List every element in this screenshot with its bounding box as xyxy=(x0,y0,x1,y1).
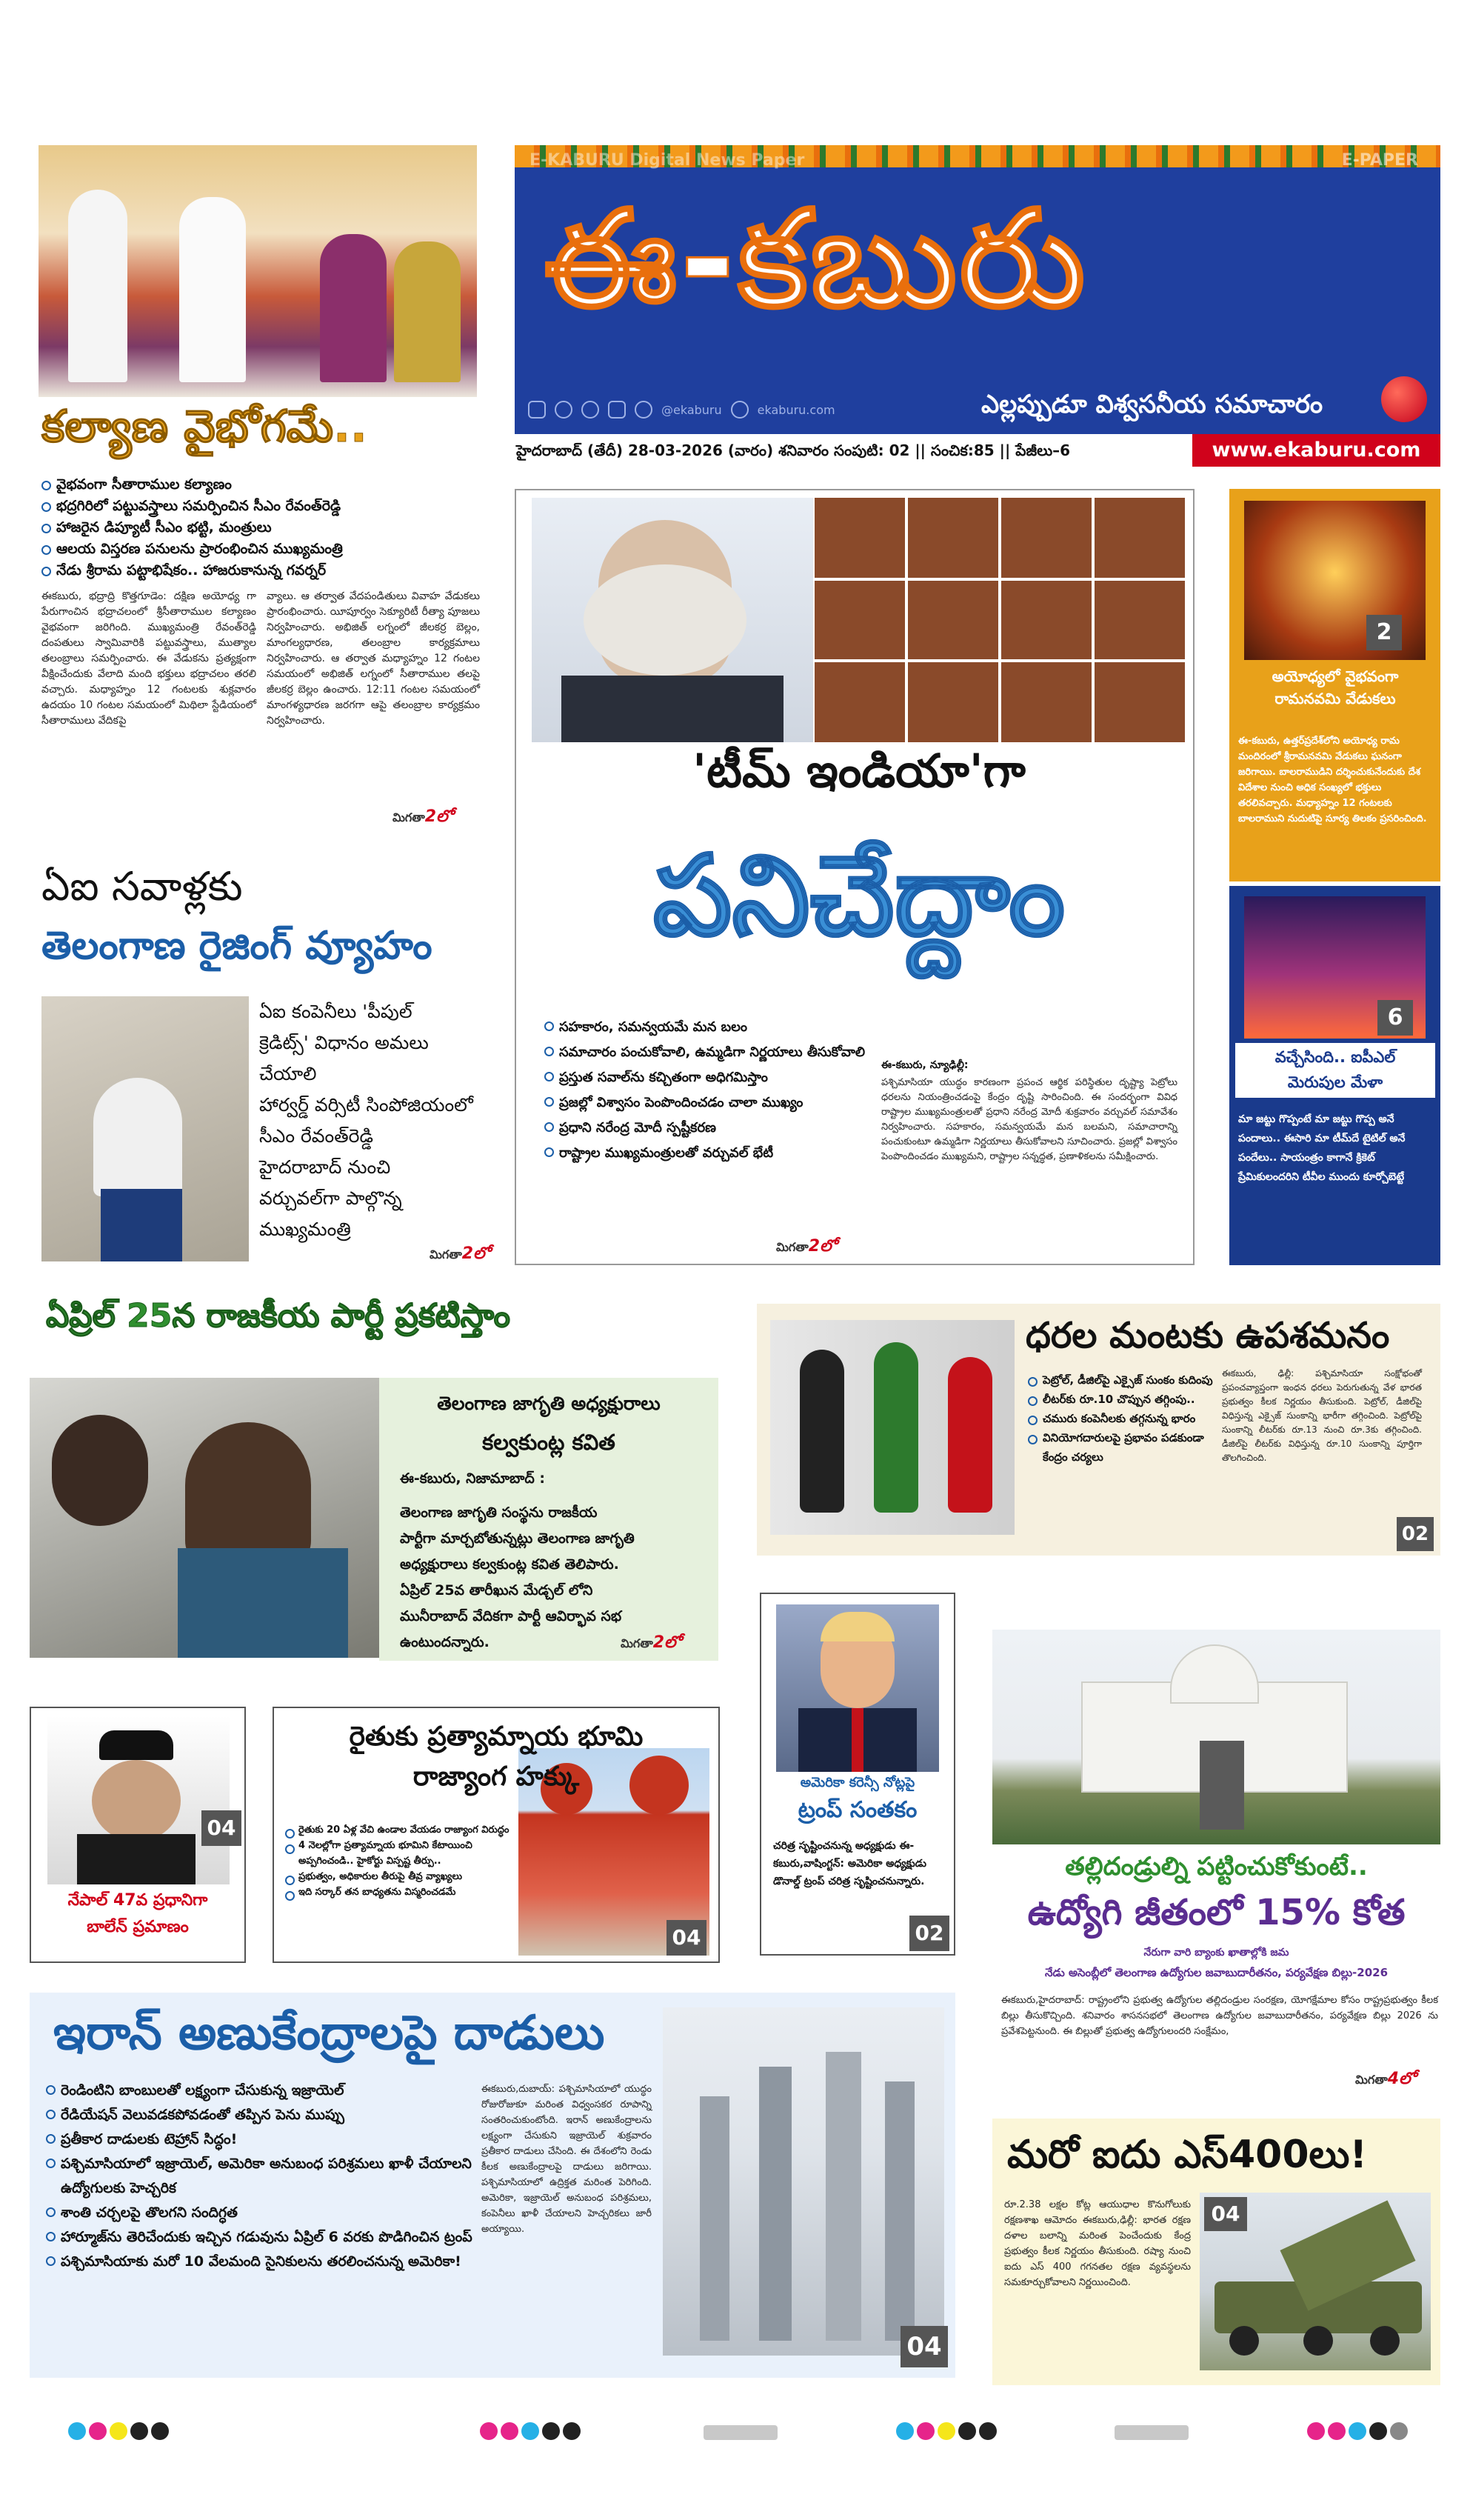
bullet: రైతుకు 20 ఏళ్ల వేచి ఉండాల వేయడం రాజ్యాంగ విరుద్ధం xyxy=(285,1822,515,1838)
iran-bullets xyxy=(46,2079,479,2274)
kalyanam-body-col1: ఈకబురు, భద్రాద్రి కొత్తగూడెం: దక్షిణ అయోధ్య గా పేరుగాంచిన భద్రాచలంలో శ్రీసీతారాముల కల్యాణం వైభవంగా జరిగింది. ముఖ్యమంత్రి రేవంత్‌రెడ్డి దంపతులు స్వామివారికి పట్టువస్త్రాలు, ముత్యాల తలంబ్రాలు సమర్పించారు. ఈ వేడుకను ప్రత్యక్షంగా వీక్షించేందుకు వేలాది మంది భక్తులు భద్రాచలం తరలి వచ్చారు. మధ్యాహ్నం 12 గంటలకు శుక్లవారం ఉదయం 10 గంటల సమయంలో మిథిలా స్టేడియంలో సీతారాములు వేదికపై xyxy=(41,590,256,727)
cont-page: 4లో xyxy=(1387,2070,1416,2088)
bullet: శాంతి చర్చలపై తొలగని సందిగ్ధత xyxy=(46,2201,479,2225)
nuclear-plant-photo xyxy=(663,2007,944,2356)
ipl-headline xyxy=(1235,1044,1435,1095)
kavitha-line: పార్టీగా మార్చబోతున్నట్లు తెలంగాణ జాగృతి xyxy=(400,1530,635,1547)
page-badge: 02 xyxy=(909,1916,949,1951)
ai-text xyxy=(259,996,511,1245)
bullet: నేడు శ్రీరామ పట్టాభిషేకం.. హాజరుకానున్న గవర్నర్ xyxy=(41,560,486,581)
kavitha-line: ఉంటుందన్నారు. xyxy=(400,1634,490,1650)
bullet: పశ్చిమాసియాలో ఇజ్రాయెల్, అమెరికా అనుబంధ పరిశ్రమలు ఖాళీ చేయాలని ఉద్యోగులకు హెచ్చరిక xyxy=(46,2152,479,2201)
registration-strip xyxy=(68,2422,172,2443)
modi-bullets xyxy=(544,1015,870,1166)
bullet: భద్రగిరిలో పట్టువస్త్రాలు సమర్పించిన సీఎం రేవంత్‌రెడ్డి xyxy=(41,496,486,517)
kavitha-photo xyxy=(30,1378,379,1658)
bullet: లీటర్‌కు రూ.10 చొప్పున తగ్గింపు.. xyxy=(1028,1390,1213,1409)
bullet: హాజరైన డిప్యూటీ సీఎం భట్టి, మంత్రులు xyxy=(41,517,486,539)
bullet: పెట్రోల్, డీజిల్‌పై ఎక్సైజ్ సుంకం కుదింపు xyxy=(1028,1370,1213,1390)
ai-line: ముఖ్యమంత్రి xyxy=(259,1219,351,1240)
ayodhya-body: ఈ-కబురు, ఉత్తర్‌ప్రదేశ్‌లోని అయోధ్య రామ మందిరంలో శ్రీరామనవమి వేడుకలు ఘనంగా జరిగాయి. బాలరాముడిని దర్శించుకునేందుకు దేశ విదేశాల నుంచి అధిక సంఖ్యలో భక్తులు తరలివచ్చారు. మధ్యాహ్నం 12 గంటలకు బాలరాముని నుదుటిపై సూర్య తిలకం ప్రసరించింది. xyxy=(1238,736,1427,824)
bullet: ఆలయ విస్తరణ పనులను ప్రారంభించిన ముఖ్యమంత్రి xyxy=(41,539,486,560)
ai-line: సీఎం రేవంత్‌రెడ్డి xyxy=(259,1125,373,1147)
kalyanam-body-col2: వ్యాలు. ఆ తర్వాత వేదపండితులు వివాహ వేడుకలు ప్రారంభించారు. యీపూర్వం సెక్యూరిటీ రీత్యా పూజలు నిర్వహించారు. అభిజిత్ లగ్నంలో జీలకర్ర బెల్లం, మాంగల్యధారణ, తలంబ్రాల కార్యక్రమాలు నిర్వహించారు. ఆ తర్వాత మధ్యాహ్నం 12 గంటల సమయంలో అభిజిత్ లగ్నంలో సీతారాముల తలపై జీలకర్ర బెల్లం ఉంచారు. 12:11 గంటల సమయంలో మాంగళ్యధారణ జరగగా ఆపై తలంబ్రాల కార్యక్రమం నిర్వహించారు. xyxy=(267,590,480,727)
cont-page: 2లో xyxy=(652,1633,681,1652)
trump-photo xyxy=(776,1604,939,1772)
dateline: హైదరాబాద్ (తేదీ) 28-03-2026 (వారం) శనివారం సంపుటి: 02 || సంచిక:85 || పేజీలు–6 xyxy=(516,441,1071,459)
cont-page: 2లో xyxy=(461,1244,490,1263)
revanth-photo xyxy=(41,996,249,1261)
bullet: 4 నెలల్లోగా ప్రత్యామ్నాయ భూమిని కేటాయించి అప్పగించండి.. హైకోర్టు విస్పష్ట తీర్పు.. xyxy=(285,1838,515,1869)
bullet: ప్రతీకార దాడులకు టెహ్రాన్ సిద్ధం! xyxy=(46,2127,479,2152)
farmer-bullets xyxy=(285,1822,515,1900)
masthead-watermark: E-KABURU Digital News Paper xyxy=(529,151,805,170)
ayodhya-headline-line: అయోధ్యలో వైభవంగా xyxy=(1272,667,1399,685)
modi-kicker: 'టీమ్ ఇండియా'గా xyxy=(692,744,1026,798)
bullet: సహకారం, సమన్వయమే మన బలం xyxy=(544,1015,870,1040)
bullet: ఇది సర్కార్ తన బాధ్యతను విస్మరించడమే xyxy=(285,1884,515,1900)
bullet: హార్మూజ్‌ను తెరిచేందుకు ఇచ్చిన గడువును ఏప్రిల్ 6 వరకు పొడిగించిన ట్రంప్ xyxy=(46,2225,479,2250)
kavitha-sub1: తెలంగాణ జాగృతి అధ్యక్షురాలు xyxy=(437,1393,661,1414)
website-bar[interactable]: www.ekaburu.com xyxy=(1192,434,1440,467)
kavitha-line: మునీరాబాద్ వేదికగా పార్టీ ఆవిర్భావ సభ xyxy=(400,1608,622,1624)
registration-strip xyxy=(1307,2422,1411,2443)
facebook-icon[interactable] xyxy=(581,401,599,419)
assembly-photo xyxy=(992,1630,1440,1844)
kalyanam-photo xyxy=(39,145,477,397)
salary-body: ఈకబురు,హైదరాబాద్: రాష్ట్రంలోని ప్రభుత్వ ఉద్యోగుల తల్లిదండ్రుల సంరక్షణ, యోగక్షేమాల కోసం రాష్ట్రప్రభుత్వం కీలక బిల్లు తీసుకొచ్చింది. శనివారం శాసనసభలో తెలంగాణ ఉద్యోగుల జవాబుదారీతనం, పర్యవేక్షణ బిల్లు 2026 ను ప్రవేశపెట్టనుంది. ఈ బిల్లుతో ప్రభుత్వ ఉద్యోగులందరి సంక్షేమం, xyxy=(1001,1995,1438,2037)
nepal-caption-line: బాలేన్ ప్రమాణం xyxy=(87,1918,189,1936)
page-badge: 2 xyxy=(1366,615,1402,650)
ai-line: వర్చువల్‌గా పాల్గొన్న xyxy=(259,1187,402,1209)
salary-sub1: నేరుగా వారి బ్యాంకు ఖాతాల్లోకి జమ xyxy=(1143,1947,1289,1959)
modi-dateline: ఈ-కబురు, న్యూఢిల్లీ: xyxy=(881,1059,969,1071)
kavitha-line: తెలంగాణ జాగృతి సంస్థను రాజకీయ xyxy=(400,1504,598,1521)
cont-label: మిగతా xyxy=(776,1240,809,1254)
ai-kicker: ఏఐ సవాళ్లకు xyxy=(41,863,243,910)
ai-line: హైదరాబాద్ నుంచి xyxy=(259,1156,391,1178)
globe-icon xyxy=(1381,376,1427,422)
cont-label: మిగతా xyxy=(1355,2073,1388,2087)
kalyanam-bullets xyxy=(41,474,486,581)
bullet: ప్రధాని నరేంద్ర మోదీ స్పష్టీకరణ xyxy=(544,1116,870,1141)
farmer-headline-line: రైతుకు ప్రత్యామ్నాయ భూమి xyxy=(349,1721,644,1752)
bullet: ప్రభుత్వం, అధికారుల తీరుపై తీవ్ర వ్యాఖ్యలు xyxy=(285,1869,515,1884)
cont-label: మిగతా xyxy=(621,1636,653,1650)
kalyanam-continued xyxy=(392,807,453,830)
ai-continued xyxy=(430,1244,490,1267)
web-icon xyxy=(731,401,749,419)
ipl-headline-line: వచ్చేసింది.. ఐపీఎల్ xyxy=(1274,1048,1396,1066)
kavitha-headline: ఏప్రిల్ 25న రాజకీయ పార్టీ ప్రకటిస్తాం xyxy=(46,1297,510,1335)
nepal-caption-line: నేపాల్ 47వ ప్రధానిగా xyxy=(67,1891,208,1910)
bullet: రేడియేషన్ వెలువడకపోవడంతో తప్పిన పెను ముప్పు xyxy=(46,2103,479,2127)
trump-headline: ట్రంప్ సంతకం xyxy=(798,1797,918,1823)
whatsapp-icon[interactable] xyxy=(635,401,652,419)
kavitha-line: ఏప్రిల్ 25వ తారీఖున మేడ్చల్ లోని xyxy=(400,1582,593,1599)
page-badge: 04 xyxy=(1204,2197,1247,2231)
iran-body: ఈకబురు,దుబాయ్: పశ్చిమాసియాలో యుద్ధం రోజురోజుకూ మరింత విధ్వంసకర రూపాన్ని సంతరించుకుంటోంది. ఇరాన్ అణుకేంద్రాలను లక్ష్యంగా చేసుకుని ఇజ్రాయెల్ శుక్రవారం ప్రతీకార దాడులు చేసింది. ఈ దేశంలోని రెండు కీలక అణుకేంద్రాలపై దాడులు జరిగాయి. పశ్చిమాసియాలో ఉద్రిక్తత మరింత పెరిగింది. అమెరికా, ఇజ్రాయెల్ అనుబంధ పరిశ్రమలు, కంపెనీలు ఖాళీ చేయాలని హెచ్చరికలు జారీ అయ్యాయి. xyxy=(481,2084,652,2235)
fuel-nozzle-photo xyxy=(770,1320,1015,1535)
ayodhya-headline xyxy=(1235,665,1435,710)
masthead xyxy=(515,145,1440,434)
page-badge: 6 xyxy=(1377,1000,1413,1036)
bullet: పశ్చిమాసియాకు మరో 10 వేలమంది సైనికులను తరలించనున్న అమెరికా! xyxy=(46,2250,479,2274)
page-badge: 02 xyxy=(1397,1517,1434,1551)
kalyanam-headline: కల్యాణ వైభోగమే.. xyxy=(41,401,367,453)
registration-bar xyxy=(704,2425,778,2440)
modi-headline: పనిచేద్దాం xyxy=(652,832,1066,961)
kavitha-line: అధ్యక్షురాలు కల్వకుంట్ల కవిత తెలిపారు. xyxy=(400,1556,619,1573)
trump-body: చరిత్ర సృష్టించనున్న అధ్యక్షుడు ఈ-కబురు,వాషింగ్టన్: అమెరికా అధ్యక్షుడు డొనాల్డ్ ట్రంప్ చరిత్ర సృష్టించనున్నారు. xyxy=(773,1840,926,1887)
bullet: రెండింటిని బాంబులతో లక్ష్యంగా చేసుకున్న ఇజ్రాయెల్ xyxy=(46,2079,479,2103)
ayodhya-headline-line: రామనవమి వేడుకలు xyxy=(1274,690,1396,707)
fuel-bullets xyxy=(1028,1370,1213,1467)
farmer-headline xyxy=(275,1717,717,1797)
tagline: ఎల్లప్పుడూ విశ్వసనీయ సమాచారం xyxy=(981,390,1323,419)
youtube-icon[interactable] xyxy=(608,401,626,419)
fuel-body: ఈకబురు, ఢిల్లీ: పశ్చిమాసియా సంక్షోభంతో ప్రపంచవ్యాప్తంగా ఇంధన ధరలు పెరుగుతున్న వేళ భారత ప్రభుత్వం కీలక నిర్ణయం తీసుకుంది. పెట్రోల్, డీజిల్‌పై విధిస్తున్న ఎక్సైజ్ సుంకాన్ని భారీగా తగ్గించింది. పెట్రోల్‌పై సుంకాన్ని లీటర్‌కు రూ.13 నుంచి రూ.3కు తగ్గించింది. డీజిల్‌పై లీటర్‌కు విధిస్తున్న రూ.10 సుంకాన్ని పూర్తిగా తొలగించింది. xyxy=(1222,1368,1422,1463)
ai-line: క్రెడిట్స్' విధానం అమలు xyxy=(259,1032,429,1053)
cont-label: మిగతా xyxy=(430,1247,462,1261)
bullet: ప్రజల్లో విశ్వాసం పెంపొందించడం చాలా ముఖ్యం xyxy=(544,1090,870,1116)
bullet: వైభవంగా సీతారాముల కల్యాణం xyxy=(41,474,486,496)
fuel-headline: ధరల మంటకు ఉపశమనం xyxy=(1026,1315,1390,1356)
page-badge: 04 xyxy=(901,2326,948,2367)
site: ekaburu.com xyxy=(757,402,835,417)
farmer-headline-line: రాజ్యాంగ హక్కు xyxy=(412,1761,580,1792)
bullet: చమురు కంపెనీలకు తగ్గనున్న భారం xyxy=(1028,1409,1213,1428)
cont-page: 2లో xyxy=(808,1237,837,1256)
logo: ఈ-కబురు xyxy=(544,182,1088,337)
modi-photo xyxy=(532,498,813,742)
s400-body: రూ.2.38 లక్షల కోట్ల ఆయుధాల కొనుగోలుకు రక్షణశాఖ ఆమోదం ఈకబురు,ఢిల్లీ: భారత రక్షణ దళాల బలాన్ని మరింత పెంచేందుకు కేంద్ర ప్రభుత్వం కీలక నిర్ణయం తీసుకుంది. రష్యా నుంచి ఐదు ఎస్ 400 గగనతల రక్షణ వ్యవస్థలను సమకూర్చుకోవాలని నిర్ణయించింది. xyxy=(1004,2199,1191,2288)
page-badge: 04 xyxy=(666,1920,706,1956)
registration-strip xyxy=(480,2422,584,2443)
social-icons xyxy=(528,401,835,419)
iran-headline: ఇరాన్ అణుకేంద్రాలపై దాడులు xyxy=(53,2006,605,2061)
salary-kicker: తల్లిదండ్రుల్ని పట్టించుకోకుంటే.. xyxy=(1065,1852,1368,1881)
kavitha-sub2: కల్వకుంట్ల కవిత xyxy=(482,1430,615,1455)
kavitha-dateline: ఈ-కబురు, నిజామాబాద్ : xyxy=(400,1470,546,1487)
bullet: ప్రస్తుత సవాల్‌ను కచ్చితంగా అధిగమిస్తాం xyxy=(544,1065,870,1090)
ai-line: చేయాలి xyxy=(259,1063,317,1084)
kavitha-body xyxy=(400,1500,711,1656)
ai-line: హార్వర్డ్ వర్సిటీ సింపోజియంలో xyxy=(259,1094,473,1116)
bullet: సమాచారం పంచుకోవాలి, ఉమ్మడిగా నిర్ణయాలు తీసుకోవాలి xyxy=(544,1040,870,1065)
handle: @ekaburu xyxy=(661,402,722,417)
ai-line: ఏఐ కంపెనీలు 'పీపుల్ xyxy=(259,1001,412,1022)
page-badge: 04 xyxy=(201,1810,241,1846)
epaper-tag: E-PAPER xyxy=(1341,151,1418,170)
salary-headline: ఉద్యోగి జీతంలో 15% కోత xyxy=(1027,1892,1406,1933)
cm-video-grid xyxy=(815,498,1185,742)
bullet: వినియోగదారులపై ప్రభావం పడకుండా కేంద్రం చర్యలు xyxy=(1028,1428,1213,1467)
cont-label: మిగతా xyxy=(392,810,425,824)
modi-body: పశ్చిమాసియా యుద్ధం కారణంగా ప్రపంచ ఆర్థిక పరిస్థితుల దృష్ట్యా పెట్రోలు ధరలను నియంత్రించడంపై కేంద్రం దృష్టి సారించింది. ఈ సందర్భంగా వివిధ రాష్ట్రాల ముఖ్యమంత్రులతో ప్రధాని నరేంద్ర మోదీ శుక్రవారం వర్చువల్ సమావేశం నిర్వహించారు. సహకారం, సమన్వయమే మన బలమని, సమాచారాన్ని పంచుకుంటూ ఉమ్మడిగా నిర్ణయాలు తీసుకోవాలని సూచించారు. ప్రజల్లో విశ్వాసం పెంపొందించడం ముఖ్యమని, రాష్ట్రాల సన్నద్ధత, ప్రణాళికలను సమీక్షించారు. xyxy=(881,1077,1177,1162)
nepal-caption xyxy=(33,1887,243,1941)
modi-continued xyxy=(776,1237,837,1259)
nepal-photo xyxy=(47,1716,230,1884)
cont-page: 2లో xyxy=(424,807,453,826)
ipl-headline-line: మెరుపుల మేళా xyxy=(1287,1073,1383,1091)
salary-continued xyxy=(1355,2070,1416,2092)
bullet: రాష్ట్రాల ముఖ్యమంత్రులతో వర్చువల్ భేటీ xyxy=(544,1141,870,1166)
instagram-icon[interactable] xyxy=(528,401,546,419)
ipl-body: మా జట్టు గొప్పంటే మా జట్టు గొప్ప అనే పందాలు.. ఈసారి మా టీమ్‌దే టైటిల్ అనే పందేలు.. సాయంత్రం కాగానే క్రికెట్ ప్రేమికులందరిని టీవీల ముందు కూర్చోబెట్టే xyxy=(1238,1113,1406,1183)
twitter-icon[interactable] xyxy=(555,401,572,419)
registration-strip xyxy=(896,2422,1000,2443)
ai-headline: తెలంగాణ రైజింగ్ వ్యూహం xyxy=(41,924,432,968)
s400-headline: మరో ఐదు ఎస్‌400లు! xyxy=(1007,2133,1368,2177)
kavitha-continued xyxy=(621,1633,681,1656)
salary-sub2: నేడు అసెంబ్లీలో తెలంగాణ ఉద్యోగుల జవాబుదారీతనం, పర్యవేక్షణ బిల్లు-2026 xyxy=(1044,1966,1389,1979)
trump-kicker: అమెరికా కరెన్సీ నోట్లపై xyxy=(800,1775,915,1790)
registration-bar xyxy=(1115,2425,1189,2440)
